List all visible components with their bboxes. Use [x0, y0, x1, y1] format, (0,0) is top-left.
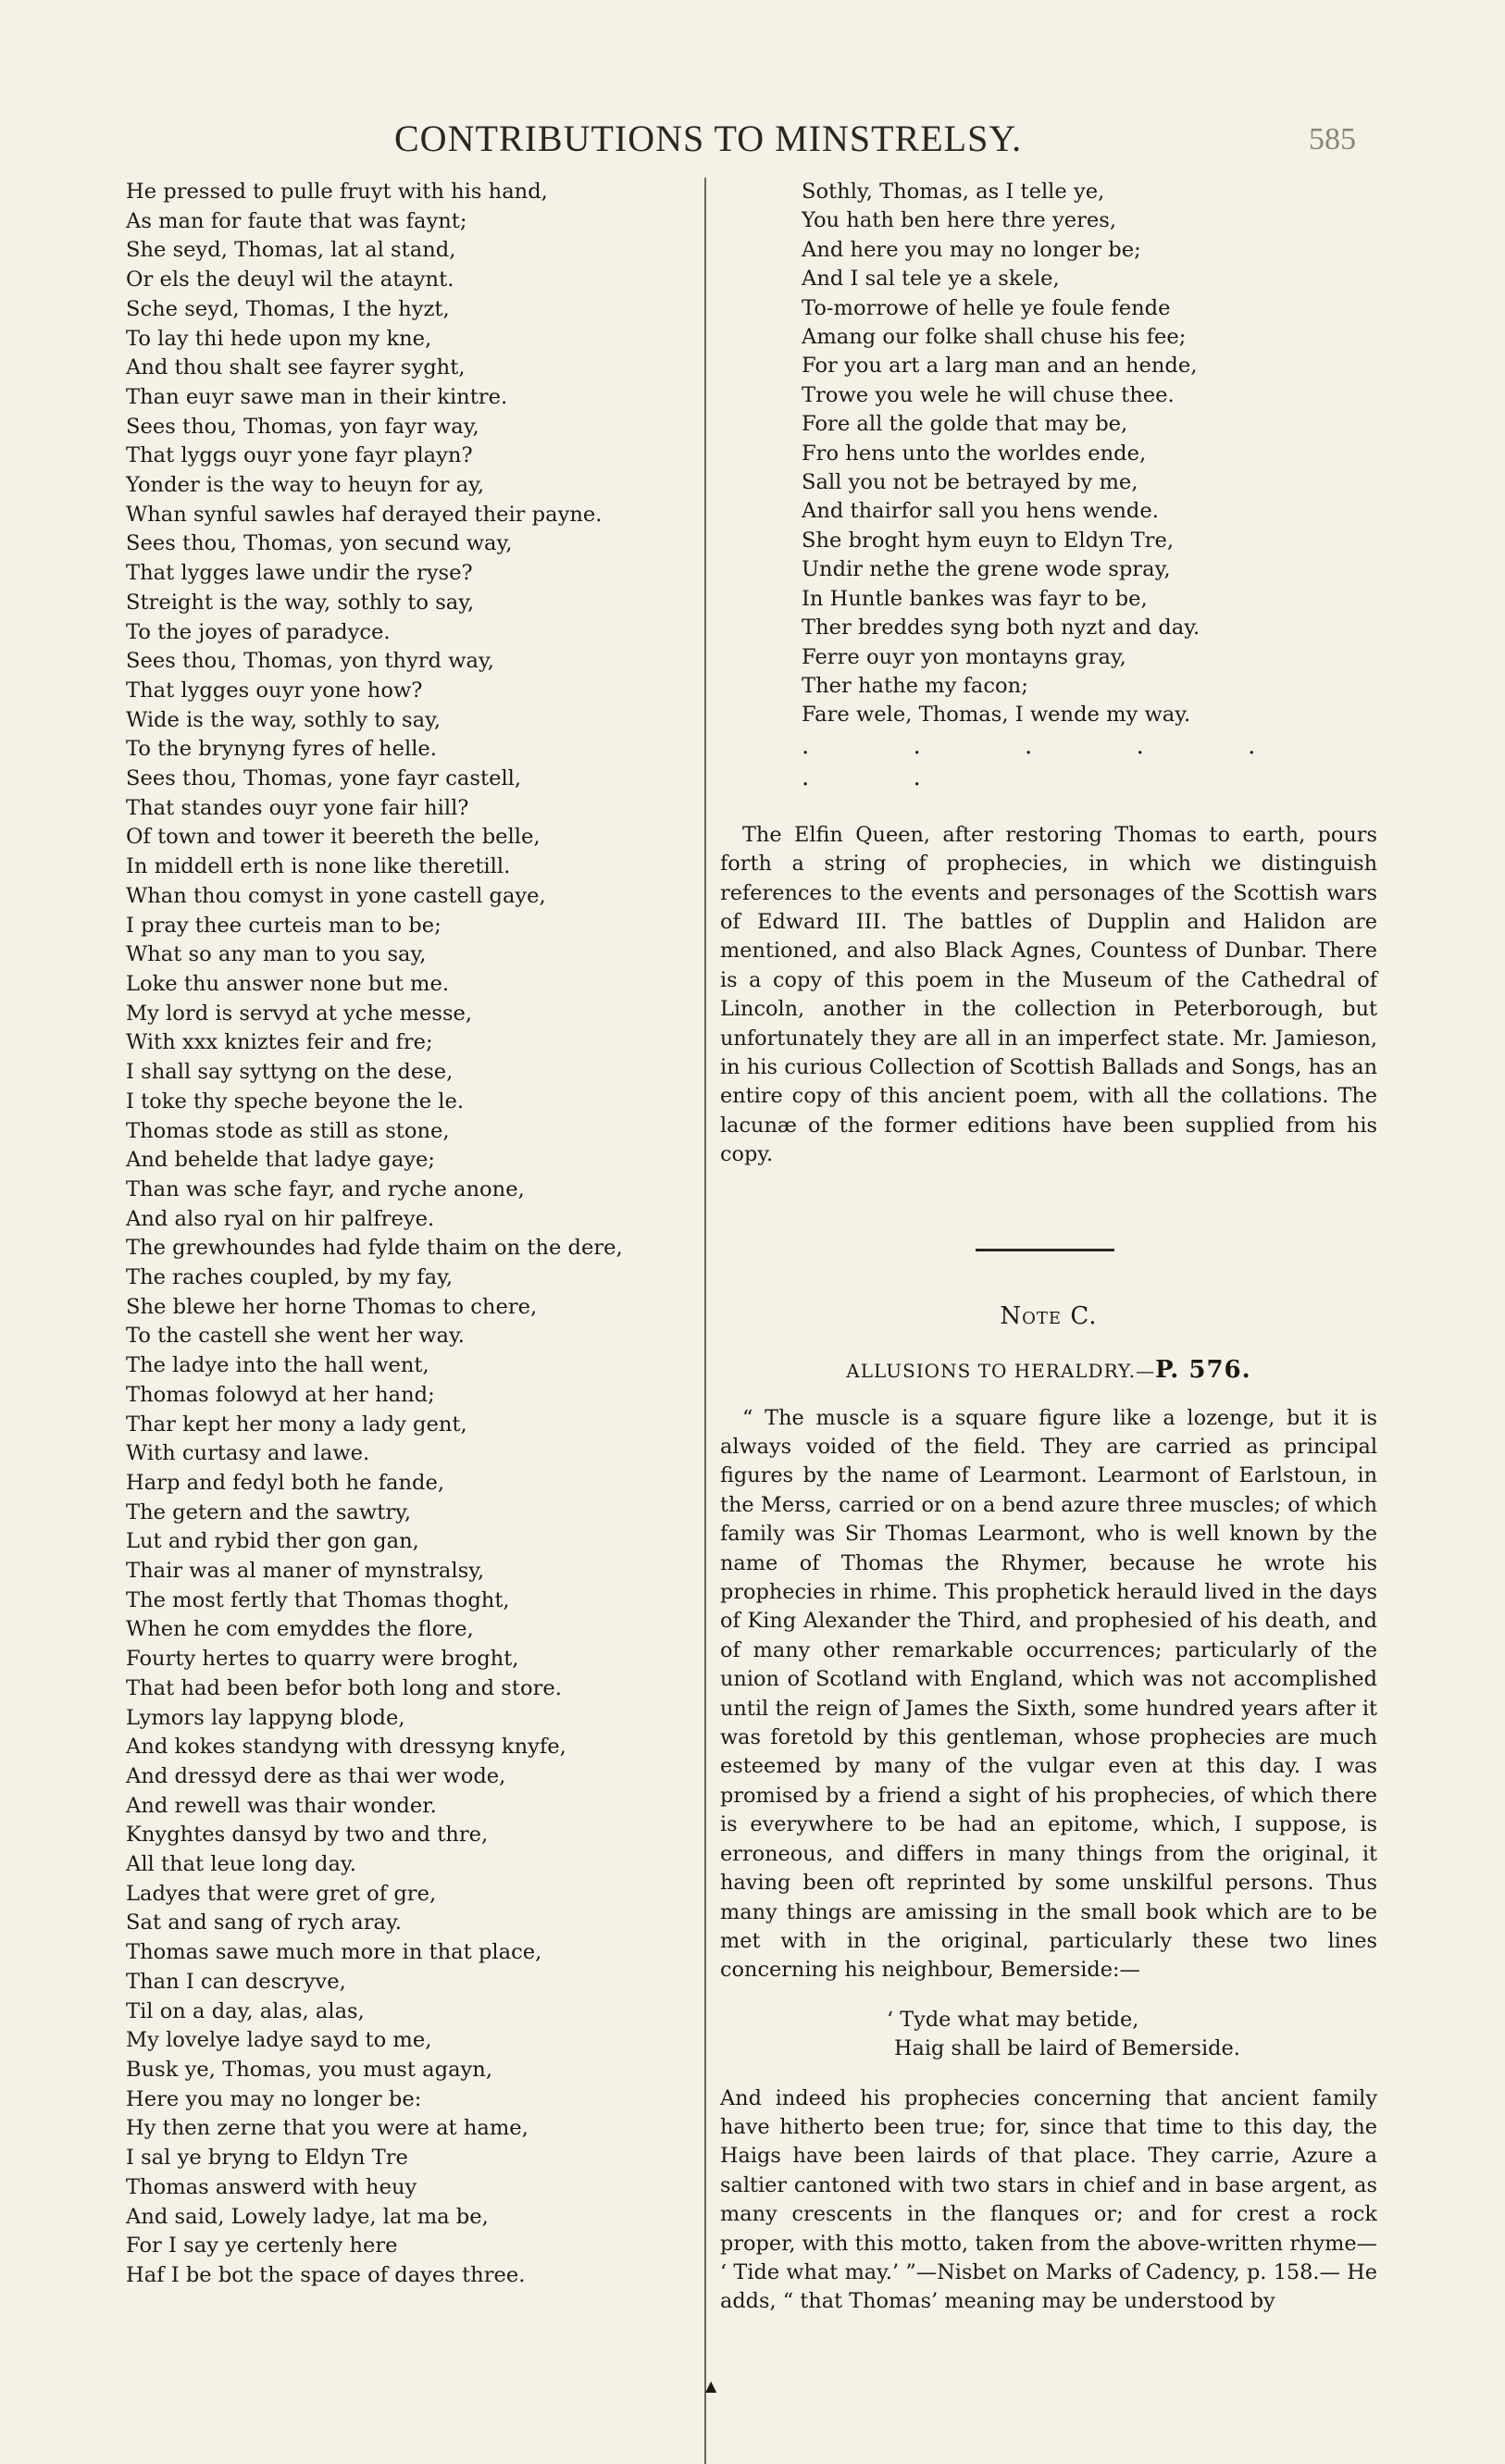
- couplet: [720, 2006, 1377, 2064]
- paragraph-heraldry-quote: “ The muscle is a square figure like a lozenge, but it is always voided of the field. They are carried as principal figures by the name of Learmont. Learmont of Earlstoun, in the Merss, carried or on a bend azure three muscles; of which family was Sir Thomas Learmont, who is well known by the name of Thomas the Rhymer, because he wrote his prophecies in rhime. This prophetick herauld lived in the days of King Alexander the Third, and prophesied of his death, and of many other remarkable occurrences; particularly of the union of Scotland with England, which was not accomplished until the reign of James the Sixth, some hundred years after it was foretold by this gentleman, whose prophecies are much esteemed by many of the vulgar even at this day. I was promised by a friend a sight of his prophecies, of which there is everywhere to be had an epitome, which, I suppose, is erroneous, and differs in many things from the original, it having been oft reprinted by some unskilful persons. Thus many things are amissing in the small book which are to be met with in the original, particularly these two lines concerning his neighbour, Bemerside:—: [720, 1405, 1377, 1983]
- verse-line: That lyggs ouyr yone fayr playn?: [126, 443, 473, 468]
- couplet-line: ‘ Tyde what may betide,: [887, 2007, 1139, 2032]
- right-column: [720, 178, 1377, 2317]
- couplet-line: Haig shall be laird of Bemerside.: [894, 2036, 1240, 2061]
- verse-line: She blewe her horne Thomas to chere,: [126, 1294, 538, 1319]
- verse-line: Than was sche fayr, and ryche anone,: [126, 1176, 525, 1201]
- verse-line: Than euyr sawe man in their kintre.: [126, 384, 508, 409]
- verse-line: And thou shalt see fayrer syght,: [126, 355, 466, 380]
- verse-line: That lygges ouyr yone how?: [126, 678, 423, 703]
- paragraph-haig-prophecy: And indeed his prophecies concerning that ancient family have hitherto been true; for, since that time to this day, the Haigs have been lairds of that place. They carrie, Azure a saltier cantoned with two stars in chief and in base argent, as many crescents in the flanques or; and for crest a rock proper, with this motto, taken from the above-written rhyme— ‘ Tide what may.’ ”—Nisbet on Marks of Cadency, p. 158.— He adds, “ that Thomas’ meaning may be understood by: [720, 2085, 1377, 2314]
- verse-line: Ther breddes syng both nyzt and day.: [802, 616, 1200, 641]
- right-column-verse: [720, 178, 1377, 730]
- verse-line: Thomas stode as still as stone,: [126, 1118, 450, 1143]
- verse-line: Hy then zerne that you were at hame,: [126, 2116, 529, 2141]
- verse-line: With xxx kniztes feir and fre;: [126, 1030, 433, 1055]
- verse-line: To the brynyng fyres of helle.: [126, 737, 437, 762]
- verse-line: And rewell was thair wonder.: [126, 1793, 437, 1818]
- verse-line: She seyd, Thomas, lat al stand,: [126, 238, 456, 263]
- verse-line: Knyghtes dansyd by two and thre,: [126, 1823, 489, 1848]
- verse-line: Busk ye, Thomas, you must agayn,: [126, 2058, 493, 2082]
- verse-line: The ladye into the hall went,: [126, 1353, 429, 1378]
- verse-line: Thar kept her mony a lady gent,: [126, 1412, 467, 1437]
- verse-line: And behelde that ladye gaye;: [126, 1148, 436, 1173]
- verse-line: The raches coupled, by my fay,: [126, 1265, 454, 1290]
- verse-line: Sees thou, Thomas, yon thyrd way,: [126, 649, 494, 674]
- verse-line: Trowe you wele he will chuse thee.: [802, 382, 1175, 407]
- verse-line: He pressed to pulle fruyt with his hand,: [126, 180, 548, 204]
- verse-line: Ladyes that were gret of gre,: [126, 1881, 437, 1906]
- verse-line: Sees thou, Thomas, yon secund way,: [126, 531, 513, 556]
- verse-line: Fro hens unto the worldes ende,: [802, 441, 1147, 466]
- verse-line: Of town and tower it beereth the belle,: [126, 825, 541, 850]
- verse-line: To lay thi hede upon my kne,: [126, 326, 432, 351]
- verse-line: Thomas answerd with heuy: [126, 2174, 417, 2199]
- verse-line: Loke thu answer none but me.: [126, 971, 450, 996]
- note-subtitle-ref: P. 576.: [1155, 1355, 1251, 1384]
- verse-line: Wide is the way, sothly to say,: [126, 707, 442, 732]
- paragraph-elfin-queen: The Elfin Queen, after restoring Thomas to earth, pours forth a string of prophecies, in which we distinguish references to the events and personages of the Scottish wars of Edward III. The battles of Dupplin and Halidon are mentioned, and also Black Agnes, Countess of Dunbar. There is a copy of this poem in the Museum of the Cathedral of Lincoln, another in the collection in Peterborough, but unfortunately they are all in an imperfect state. Mr. Jamieson, in his curious Collection of Scottish Ballads and Songs, has an entire copy of this ancient poem, with all the collations. The lacunæ of the former editions have been supplied from his copy.: [720, 822, 1377, 1167]
- verse-line: Whan synful sawles haf derayed their payne.: [126, 502, 603, 527]
- verse-line: That lygges lawe undir the ryse?: [126, 561, 473, 586]
- verse-line: And said, Lowely ladye, lat ma be,: [126, 2204, 489, 2229]
- verse-line: Amang our folke shall chuse his fee;: [802, 325, 1187, 350]
- verse-line: Sall you not be betrayed by me,: [802, 470, 1138, 495]
- verse-line: The most fertly that Thomas thoght,: [126, 1587, 510, 1612]
- verse-line: I sal ye bryng to Eldyn Tre: [126, 2146, 408, 2171]
- verse-line: Fare wele, Thomas, I wende my way.: [802, 703, 1191, 728]
- verse-line: Whan thou comyst in yone castell gaye,: [126, 883, 546, 908]
- verse-line: Undir nethe the grene wode spray,: [802, 557, 1171, 582]
- section-rule: [976, 1249, 1114, 1251]
- verse-line: Lymors lay lappyng blode,: [126, 1705, 405, 1730]
- verse-line: All that leue long day.: [126, 1852, 356, 1877]
- verse-line: With curtasy and lawe.: [126, 1441, 370, 1466]
- running-header: [0, 109, 1505, 165]
- page-number: 585: [1309, 122, 1356, 156]
- verse-line: I shall say syttyng on the dese,: [126, 1060, 454, 1085]
- verse-line: Sat and sang of rych aray.: [126, 1910, 402, 1935]
- verse-line: Sche seyd, Thomas, I the hyzt,: [126, 296, 450, 321]
- verse-line: In middell erth is none like theretill.: [126, 854, 511, 879]
- verse-line: Harp and fedyl both he fande,: [126, 1470, 445, 1495]
- verse-line: And also ryal on hir palfreye.: [126, 1206, 435, 1231]
- note-title: Note C.: [1000, 1301, 1098, 1330]
- note-subtitle-text: ALLUSIONS TO HERALDRY.—: [846, 1359, 1155, 1382]
- verse-line: In Huntle bankes was fayr to be,: [802, 586, 1148, 611]
- verse-line: Streight is the way, sothly to say,: [126, 590, 475, 615]
- verse-line: To-morrowe of helle ye foule fende: [802, 295, 1171, 320]
- verse-line: Ther hathe my facon;: [802, 673, 1028, 698]
- verse-line: Ferre ouyr yon montayns gray,: [802, 644, 1126, 669]
- verse-line: Lut and rybid ther gon gan,: [126, 1529, 419, 1554]
- running-head-title: CONTRIBUTIONS TO MINSTRELSY.: [394, 118, 1023, 159]
- verse-line: My lovelye ladye sayd to me,: [126, 2028, 432, 2053]
- verse-line: Yonder is the way to heuyn for ay,: [126, 473, 485, 498]
- verse-line: You hath ben here thre yeres,: [802, 208, 1117, 233]
- verse-line: What so any man to you say,: [126, 942, 427, 967]
- note-subtitle: [720, 1356, 1377, 1384]
- left-column-verse: [126, 178, 690, 2291]
- verse-line: As man for faute that was faynt;: [126, 208, 467, 233]
- verse-line: Fore all the golde that may be,: [802, 412, 1128, 437]
- verse-line: To the joyes of paradyce.: [126, 619, 391, 644]
- verse-line: That had been befor both long and store.: [126, 1675, 562, 1700]
- verse-line: I pray thee curteis man to be;: [126, 913, 442, 938]
- column-divider: [704, 178, 706, 2464]
- verse-line: Til on a day, alas, alas,: [126, 1998, 365, 2023]
- verse-line: Fourty hertes to quarry were broght,: [126, 1647, 519, 1672]
- verse-line: The getern and the sawtry,: [126, 1500, 412, 1524]
- verse-line: Or els the deuyl wil the ataynt.: [126, 268, 454, 292]
- verse-line: Here you may no longer be:: [126, 2086, 422, 2111]
- verse-line: Sees thou, Thomas, yon fayr way,: [126, 414, 479, 439]
- verse-line: Sees thou, Thomas, yone fayr castell,: [126, 766, 522, 791]
- verse-line: She broght hym euyn to Eldyn Tre,: [802, 528, 1175, 553]
- verse-line: And kokes standyng with dressyng knyfe,: [126, 1735, 566, 1760]
- verse-line: And thairfor sall you hens wende.: [802, 499, 1159, 524]
- verse-ellipsis: . . . . . . .: [802, 731, 1304, 791]
- verse-line: Sothly, Thomas, as I telle ye,: [802, 180, 1105, 204]
- verse-line: Than I can descryve,: [126, 1969, 346, 1994]
- verse-line: To the castell she went her way.: [126, 1324, 465, 1349]
- verse-line: I toke thy speche beyone the le.: [126, 1089, 465, 1114]
- verse-line: For you art a larg man and an hende,: [802, 354, 1198, 379]
- verse-line: The grewhoundes had fylde thaim on the dere,: [126, 1236, 623, 1261]
- verse-line: Haf I be bot the space of dayes three.: [126, 2262, 526, 2287]
- verse-line: My lord is servyd at yche messe,: [126, 1001, 473, 1026]
- verse-line: For I say ye certenly here: [126, 2234, 398, 2259]
- verse-line: That standes ouyr yone fair hill?: [126, 795, 469, 820]
- verse-line: And dressyd dere as thai wer wode,: [126, 1763, 506, 1788]
- verse-line: And I sal tele ye a skele,: [802, 267, 1060, 292]
- verse-line: Thomas folowyd at her hand;: [126, 1382, 435, 1407]
- verse-line: Thomas sawe much more in that place,: [126, 1940, 542, 1965]
- triangle-marker-icon: ▲: [705, 2377, 717, 2395]
- verse-line: Thair was al maner of mynstralsy,: [126, 1559, 485, 1584]
- verse-line: And here you may no longer be;: [802, 237, 1141, 262]
- verse-line: When he com emyddes the flore,: [126, 1617, 474, 1642]
